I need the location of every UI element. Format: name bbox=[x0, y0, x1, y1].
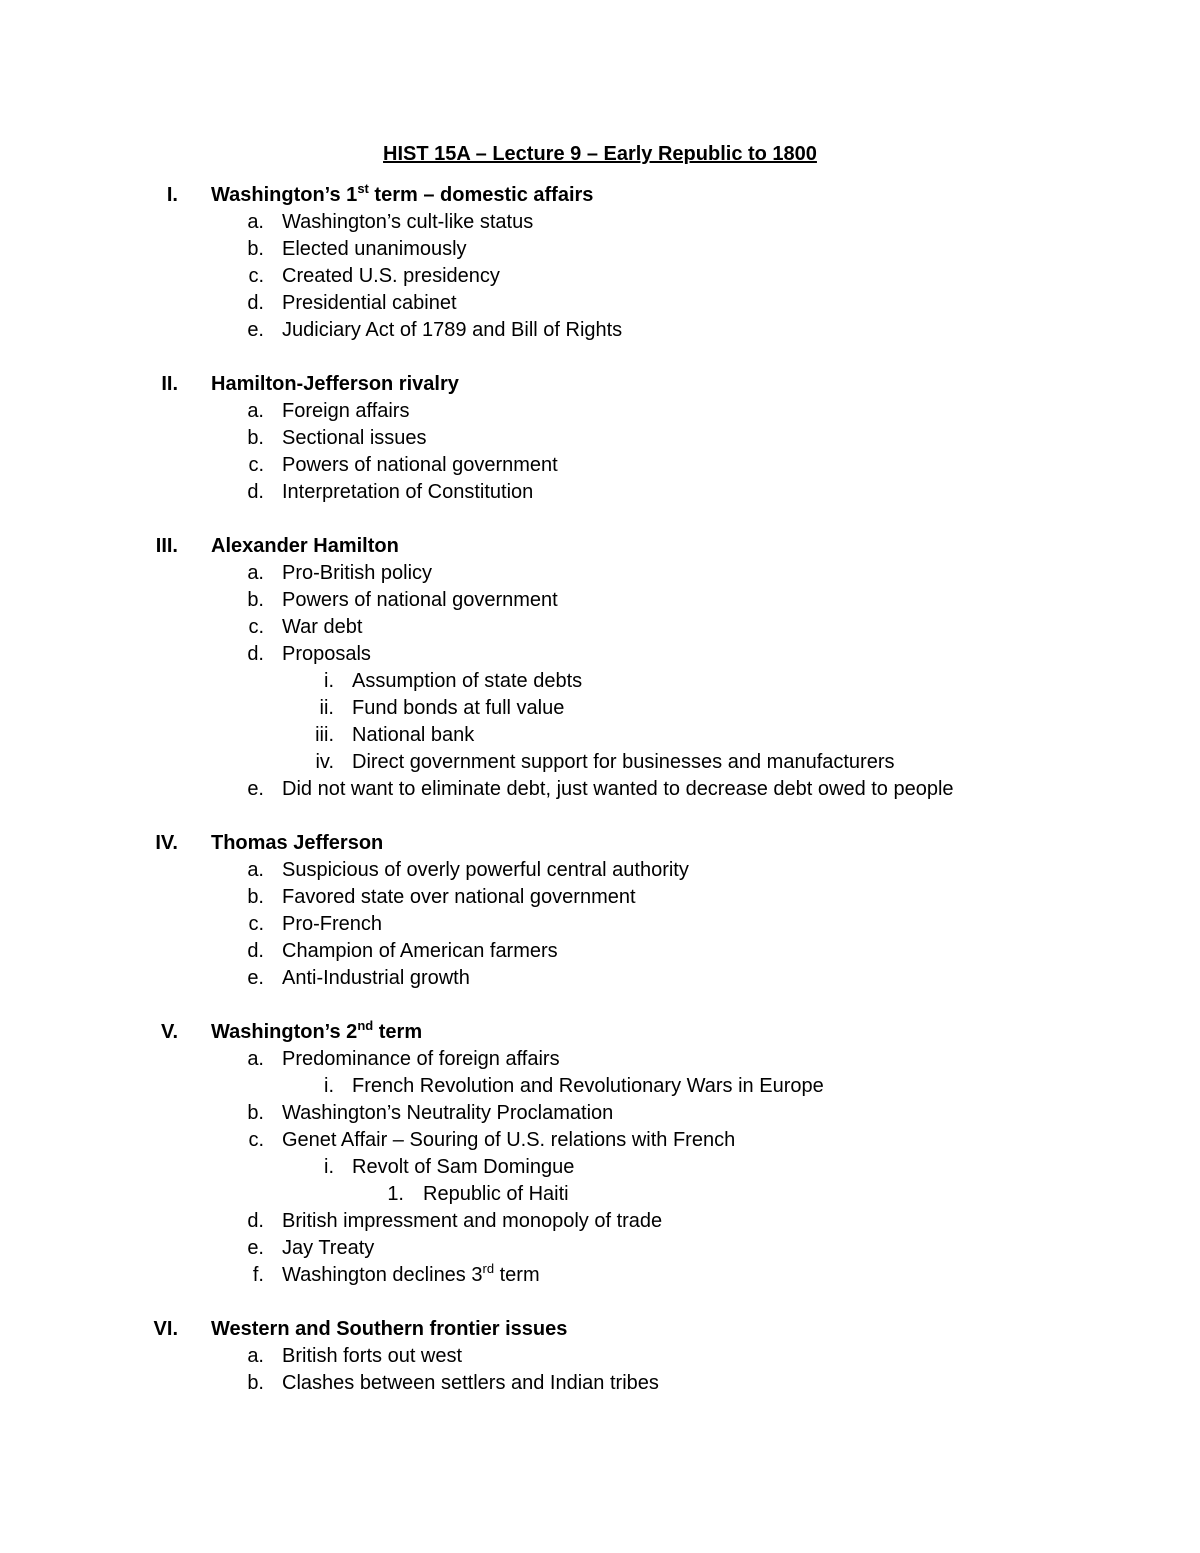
section-heading-text-part: term – domestic affairs bbox=[368, 184, 594, 206]
outline-item-level-1 bbox=[0, 209, 1200, 236]
item-text: Pro-British policy bbox=[282, 562, 433, 584]
item-text: Interpretation of Constitution bbox=[282, 481, 534, 503]
outline-item-level-1 bbox=[0, 452, 1200, 479]
section-heading bbox=[0, 371, 1200, 398]
item-marker: d. bbox=[247, 940, 264, 962]
outline-section bbox=[0, 1316, 1200, 1397]
item-marker: iii. bbox=[315, 724, 334, 746]
section-heading-text-part: Thomas Jefferson bbox=[211, 832, 384, 854]
outline-item-level-2 bbox=[0, 722, 1200, 749]
ordinal-suffix: rd bbox=[482, 1261, 495, 1276]
item-text: Did not want to eliminate debt, just wanted to decrease debt owed to people bbox=[282, 778, 954, 800]
item-text: Clashes between settlers and Indian tribes bbox=[282, 1372, 659, 1394]
item-marker: e. bbox=[247, 319, 264, 341]
outline-item-level-1 bbox=[0, 317, 1200, 344]
item-marker: d. bbox=[247, 1210, 264, 1232]
outline-section bbox=[0, 830, 1200, 992]
item-marker: d. bbox=[247, 481, 264, 503]
item-text: Proposals bbox=[282, 643, 371, 665]
item-marker: e. bbox=[247, 778, 264, 800]
item-marker: c. bbox=[248, 265, 264, 287]
section-heading-text bbox=[211, 533, 399, 560]
outline-item-level-1 bbox=[0, 1343, 1200, 1370]
outline-item-level-1 bbox=[0, 560, 1200, 587]
item-marker: a. bbox=[247, 562, 264, 584]
item-text: Anti-Industrial growth bbox=[282, 967, 470, 989]
section-heading-text-part: Alexander Hamilton bbox=[211, 535, 399, 557]
item-text: Washington’s Neutrality Proclamation bbox=[282, 1102, 614, 1124]
outline-item-level-1 bbox=[0, 425, 1200, 452]
item-marker: i. bbox=[324, 670, 334, 692]
outline-item-level-1 bbox=[0, 290, 1200, 317]
item-marker: a. bbox=[247, 859, 264, 881]
outline-item-level-1 bbox=[0, 884, 1200, 911]
outline-item-level-1 bbox=[0, 398, 1200, 425]
item-marker: b. bbox=[247, 1372, 264, 1394]
outline-item-level-2 bbox=[0, 749, 1200, 776]
item-text: National bank bbox=[352, 724, 475, 746]
item-text: Judiciary Act of 1789 and Bill of Rights bbox=[282, 319, 623, 341]
section-numeral: II. bbox=[161, 373, 178, 395]
item-marker: e. bbox=[247, 1237, 264, 1259]
item-marker: c. bbox=[248, 616, 264, 638]
section-heading-text bbox=[211, 182, 593, 209]
outline-item-level-1 bbox=[0, 641, 1200, 668]
item-marker: c. bbox=[248, 913, 264, 935]
item-text-part: Washington declines 3 bbox=[282, 1264, 483, 1286]
item-text: Suspicious of overly powerful central authority bbox=[282, 859, 689, 881]
outline-item-level-1 bbox=[0, 587, 1200, 614]
outline-section bbox=[0, 371, 1200, 506]
outline-item-level-1 bbox=[0, 1100, 1200, 1127]
item-marker: a. bbox=[247, 1345, 264, 1367]
outline-item-level-1 bbox=[0, 1370, 1200, 1397]
item-marker: b. bbox=[247, 886, 264, 908]
item-marker: b. bbox=[247, 238, 264, 260]
item-text: French Revolution and Revolutionary Wars in Europe bbox=[352, 1075, 824, 1097]
item-marker: iv. bbox=[315, 751, 334, 773]
item-marker: c. bbox=[248, 1129, 264, 1151]
item-text: Favored state over national government bbox=[282, 886, 636, 908]
outline-item-level-1 bbox=[0, 614, 1200, 641]
outline-item-level-1 bbox=[0, 1208, 1200, 1235]
item-text: British forts out west bbox=[282, 1345, 463, 1367]
item-marker: c. bbox=[248, 454, 264, 476]
section-numeral: VI. bbox=[153, 1318, 178, 1340]
outline-item-level-2 bbox=[0, 1154, 1200, 1181]
outline-item-level-1 bbox=[0, 1262, 1200, 1289]
lecture-outline bbox=[0, 182, 1200, 1424]
section-heading-text bbox=[211, 1019, 422, 1046]
item-text-part: term bbox=[494, 1264, 540, 1286]
outline-section bbox=[0, 1019, 1200, 1289]
item-text: Direct government support for businesses and manufacturers bbox=[352, 751, 895, 773]
section-heading-text-part: Washington’s 1 bbox=[211, 184, 358, 206]
item-text: Created U.S. presidency bbox=[282, 265, 500, 287]
section-heading bbox=[0, 182, 1200, 209]
item-text bbox=[282, 1262, 540, 1289]
item-text: Predominance of foreign affairs bbox=[282, 1048, 560, 1070]
item-marker: b. bbox=[247, 1102, 264, 1124]
section-numeral: I. bbox=[166, 184, 178, 206]
ordinal-suffix: nd bbox=[357, 1018, 374, 1033]
item-text: Washington’s cult-like status bbox=[282, 211, 534, 233]
document-title: HIST 15A – Lecture 9 – Early Republic to 1800 bbox=[383, 143, 817, 165]
outline-item-level-1 bbox=[0, 911, 1200, 938]
outline-item-level-1 bbox=[0, 479, 1200, 506]
item-text: Fund bonds at full value bbox=[352, 697, 565, 719]
item-marker: 1. bbox=[387, 1183, 404, 1205]
item-text: Champion of American farmers bbox=[282, 940, 558, 962]
item-marker: b. bbox=[247, 589, 264, 611]
item-text: Jay Treaty bbox=[282, 1237, 375, 1259]
item-marker: d. bbox=[247, 643, 264, 665]
item-marker: a. bbox=[247, 400, 264, 422]
section-heading-text bbox=[211, 830, 383, 857]
item-text: War debt bbox=[282, 616, 363, 638]
item-text: Elected unanimously bbox=[282, 238, 467, 260]
outline-item-level-1 bbox=[0, 965, 1200, 992]
outline-item-level-1 bbox=[0, 1127, 1200, 1154]
item-marker: ii. bbox=[319, 697, 334, 719]
outline-item-level-1 bbox=[0, 1046, 1200, 1073]
outline-item-level-1 bbox=[0, 1235, 1200, 1262]
outline-item-level-2 bbox=[0, 668, 1200, 695]
outline-item-level-1 bbox=[0, 857, 1200, 884]
item-marker: b. bbox=[247, 427, 264, 449]
item-text: Foreign affairs bbox=[282, 400, 410, 422]
item-marker: f. bbox=[252, 1264, 264, 1286]
section-numeral: IV. bbox=[155, 832, 178, 854]
section-heading-text-part: term bbox=[373, 1021, 423, 1043]
item-text: Sectional issues bbox=[282, 427, 427, 449]
item-text: Powers of national government bbox=[282, 454, 558, 476]
outline-item-level-1 bbox=[0, 263, 1200, 290]
outline-item-level-2 bbox=[0, 1073, 1200, 1100]
outline-item-level-1 bbox=[0, 236, 1200, 263]
item-text: Revolt of Sam Domingue bbox=[352, 1156, 575, 1178]
item-marker: i. bbox=[324, 1156, 334, 1178]
outline-item-level-1 bbox=[0, 776, 1200, 803]
outline-item-level-3 bbox=[0, 1181, 1200, 1208]
outline-item-level-1 bbox=[0, 938, 1200, 965]
section-heading bbox=[0, 830, 1200, 857]
item-text: Assumption of state debts bbox=[352, 670, 583, 692]
outline-section bbox=[0, 182, 1200, 344]
item-text: British impressment and monopoly of trade bbox=[282, 1210, 663, 1232]
item-marker: d. bbox=[247, 292, 264, 314]
item-text: Pro-French bbox=[282, 913, 383, 935]
item-text: Genet Affair – Souring of U.S. relations with French bbox=[282, 1129, 736, 1151]
item-marker: a. bbox=[247, 211, 264, 233]
section-heading-text-part: Washington’s 2 bbox=[211, 1021, 358, 1043]
section-heading-text-part: Western and Southern frontier issues bbox=[211, 1318, 568, 1340]
section-numeral: V. bbox=[160, 1021, 178, 1043]
section-heading-text bbox=[211, 1316, 567, 1343]
item-text: Presidential cabinet bbox=[282, 292, 457, 314]
section-numeral: III. bbox=[155, 535, 178, 557]
item-marker: e. bbox=[247, 967, 264, 989]
item-text: Republic of Haiti bbox=[423, 1183, 569, 1205]
item-marker: a. bbox=[247, 1048, 264, 1070]
section-heading bbox=[0, 1316, 1200, 1343]
item-text: Powers of national government bbox=[282, 589, 558, 611]
section-heading bbox=[0, 533, 1200, 560]
outline-item-level-2 bbox=[0, 695, 1200, 722]
section-heading bbox=[0, 1019, 1200, 1046]
outline-section bbox=[0, 533, 1200, 803]
section-heading-text-part: Hamilton-Jefferson rivalry bbox=[211, 373, 459, 395]
item-marker: i. bbox=[324, 1075, 334, 1097]
section-heading-text bbox=[211, 371, 459, 398]
ordinal-suffix: st bbox=[357, 181, 369, 196]
